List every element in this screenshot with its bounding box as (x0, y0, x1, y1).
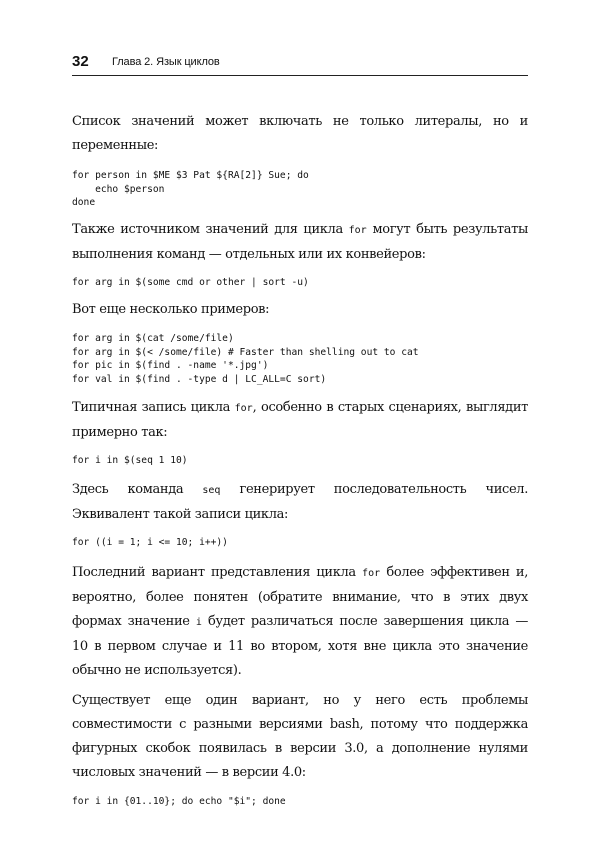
code-block-4: for i in $(seq 1 10) (72, 455, 188, 466)
code-block-1: for person in $ME $3 Pat ${RA[2]} Sue; do echo $person done (72, 170, 309, 208)
paragraph-4-text-a: Типичная запись цикла (72, 400, 235, 415)
page-header (72, 53, 528, 76)
inline-code-for: for (348, 224, 367, 236)
paragraph-5-text-a: Здесь команда (72, 481, 203, 497)
page-content (72, 110, 528, 809)
inline-code-seq: seq (202, 484, 221, 496)
code-block-5: for ((i = 1; i <= 10; i++)) (72, 536, 228, 548)
inline-code-i: i (195, 617, 202, 628)
paragraph-4 (72, 396, 528, 445)
paragraph-1: Список значений может включать не только литералы, но и переменные: (72, 114, 528, 153)
paragraph-4-text-b: , особенно в старых сценариях, выглядит примерно так: (72, 400, 528, 440)
inline-code-for: for (362, 568, 381, 579)
paragraph-2 (72, 218, 528, 267)
paragraph-6-text-b: более эффективен и, вероятно, более понятен (обратите внимание, что в этих двух формах значение (72, 565, 528, 629)
page-number: 32 (72, 53, 89, 70)
paragraph-6 (72, 561, 528, 683)
inline-code-for: for (234, 403, 253, 414)
paragraph-7: Существует еще один вариант, но у него есть проблемы совместимости с разными версиями bash, потому что поддержка фигурных скобок появилась в версии 3.0, а дополнение нулями числовых значений — в версии 4.0: (72, 693, 528, 780)
paragraph-6-text-c: будет различаться после завершения цикла — 10 в первом случае и 11 во втором, хотя вне цикла это значение обычно не используется). (72, 614, 528, 678)
paragraph-2-text-b: могут быть результаты выполнения команд — отдельных или их конвейеров: (72, 221, 528, 262)
paragraph-5-text-b: генерирует последовательность чисел. Эквивалент такой записи цикла: (72, 481, 528, 522)
code-block-3: for arg in $(cat /some/file) for arg in $(< /some/file) # Faster than shelling out to cat for pic in $(find . -name '*.jpg') for val in $(find . -type d | LC_ALL=C sort) (72, 333, 419, 385)
chapter-title: Глава 2. Язык циклов (112, 56, 220, 68)
code-block-2: for arg in $(some cmd or other | sort -u) (72, 276, 309, 288)
paragraph-6-text-a: Последний вариант представления цикла (72, 565, 363, 580)
paragraph-3: Вот еще несколько примеров: (72, 302, 270, 317)
paragraph-5 (72, 478, 528, 527)
paragraph-2-text-a: Также источником значений для цикла (72, 221, 349, 237)
code-block-6: for i in {01..10}; do echo "$i"; done (72, 796, 286, 807)
